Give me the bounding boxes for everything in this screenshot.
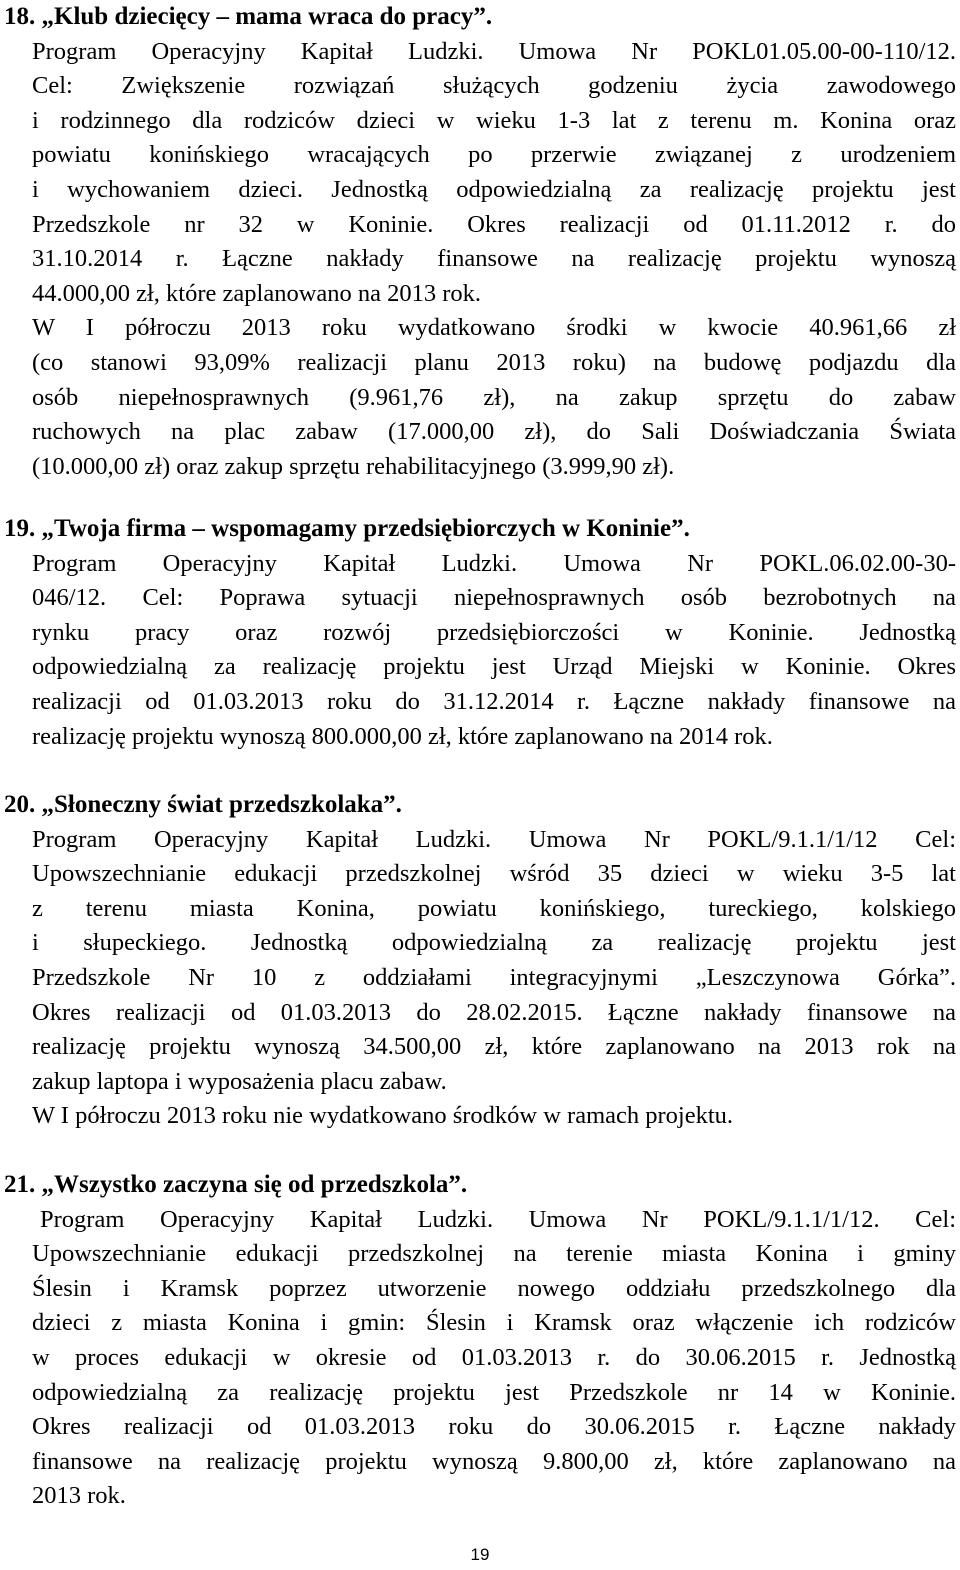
section-heading: 21. „Wszystko zaczyna się od przedszkola”. bbox=[4, 1171, 468, 1198]
text-line: realizację projektu wynoszą 800.000,00 zł, które zaplanowano na 2014 rok. bbox=[32, 722, 773, 750]
section-heading: 20. „Słoneczny świat przedszkolaka”. bbox=[4, 791, 402, 818]
section-body bbox=[0, 1203, 956, 1514]
section-heading: 18. „Klub dziecięcy – mama wraca do pracy”. bbox=[4, 3, 493, 30]
text-line: Okres realizacji od 01.03.2013 do 28.02.2015. Łączne nakłady finansowe na bbox=[32, 998, 956, 1026]
text-line: (10.000,00 zł) oraz zakup sprzętu rehabilitacyjnego (3.999,90 zł). bbox=[32, 452, 675, 480]
text-line: w proces edukacji w okresie od 01.03.2013 r. do 30.06.2015 r. Jednostką bbox=[32, 1343, 956, 1371]
section-body bbox=[0, 547, 956, 755]
section-body bbox=[0, 35, 956, 485]
text-line: rynku pracy oraz rozwój przedsiębiorczości w Koninie. Jednostką bbox=[32, 618, 956, 646]
page-number: 19 bbox=[470, 1545, 490, 1564]
text-line: odpowiedzialną za realizację projektu jest Urząd Miejski w Koninie. Okres bbox=[32, 653, 956, 681]
text-line: W I półroczu 2013 roku nie wydatkowano środków w ramach projektu. bbox=[32, 1102, 734, 1130]
text-line: Program Operacyjny Kapitał Ludzki. Umowa Nr POKL/9.1.1/1/12. Cel: bbox=[40, 1205, 956, 1233]
text-line: Upowszechnianie edukacji przedszkolnej wśród 35 dzieci w wieku 3-5 lat bbox=[32, 860, 956, 888]
section-21 bbox=[0, 1168, 960, 1514]
section-19 bbox=[0, 512, 960, 754]
text-line: realizacji od 01.03.2013 roku do 31.12.2014 r. Łączne nakłady finansowe na bbox=[32, 687, 956, 715]
text-line: realizację projektu wynoszą 34.500,00 zł, które zaplanowano na 2013 rok na bbox=[32, 1033, 956, 1061]
text-line: Ślesin i Kramsk poprzez utworzenie nowego oddziału przedszkolnego dla bbox=[32, 1274, 956, 1302]
text-line: dzieci z miasta Konina i gmin: Ślesin i Kramsk oraz włączenie ich rodziców bbox=[32, 1309, 956, 1337]
text-line: i rodzinnego dla rodziców dzieci w wieku 1-3 lat z terenu m. Konina oraz bbox=[32, 106, 956, 134]
text-line: finansowe na realizację projektu wynoszą 9.800,00 zł, które zaplanowano na bbox=[32, 1447, 956, 1475]
section-body bbox=[0, 823, 956, 1134]
text-line: (co stanowi 93,09% realizacji planu 2013 roku) na budowę podjazdu dla bbox=[32, 348, 956, 376]
text-line: Okres realizacji od 01.03.2013 roku do 30.06.2015 r. Łączne nakłady bbox=[32, 1413, 956, 1441]
text-line: Program Operacyjny Kapitał Ludzki. Umowa Nr POKL.06.02.00-30- bbox=[32, 549, 956, 577]
text-line: Przedszkole nr 32 w Koninie. Okres realizacji od 01.11.2012 r. do bbox=[32, 210, 956, 238]
text-line: z terenu miasta Konina, powiatu konińskiego, tureckiego, kolskiego bbox=[32, 894, 956, 922]
text-line: powiatu konińskiego wracających po przerwie związanej z urodzeniem bbox=[32, 141, 956, 169]
text-line: ruchowych na plac zabaw (17.000,00 zł), do Sali Doświadczania Świata bbox=[32, 418, 956, 446]
section-18 bbox=[0, 0, 960, 484]
text-line: Program Operacyjny Kapitał Ludzki. Umowa Nr POKL/9.1.1/1/12 Cel: bbox=[32, 825, 956, 853]
text-line: W I półroczu 2013 roku wydatkowano środki w kwocie 40.961,66 zł bbox=[32, 314, 956, 342]
text-line: 44.000,00 zł, które zaplanowano na 2013 rok. bbox=[32, 279, 482, 307]
text-line: 2013 rok. bbox=[32, 1482, 126, 1510]
text-line: Cel: Zwiększenie rozwiązań służących godzeniu życia zawodowego bbox=[32, 72, 956, 100]
section-20 bbox=[0, 788, 960, 1134]
text-line: Upowszechnianie edukacji przedszkolnej na terenie miasta Konina i gminy bbox=[32, 1240, 956, 1268]
text-line: i słupeckiego. Jednostką odpowiedzialną za realizację projektu jest bbox=[32, 929, 956, 957]
text-line: osób niepełnosprawnych (9.961,76 zł), na zakup sprzętu do zabaw bbox=[32, 383, 956, 411]
text-line: odpowiedzialną za realizację projektu jest Przedszkole nr 14 w Koninie. bbox=[32, 1378, 956, 1406]
text-line: i wychowaniem dzieci. Jednostką odpowiedzialną za realizację projektu jest bbox=[32, 175, 956, 203]
text-line: Program Operacyjny Kapitał Ludzki. Umowa Nr POKL01.05.00-00-110/12. bbox=[32, 37, 956, 65]
text-line: 046/12. Cel: Poprawa sytuacji niepełnosprawnych osób bezrobotnych na bbox=[32, 584, 956, 612]
section-heading: 19. „Twoja firma – wspomagamy przedsiębiorczych w Koninie”. bbox=[4, 515, 690, 542]
text-line: 31.10.2014 r. Łączne nakłady finansowe na realizację projektu wynoszą bbox=[32, 245, 956, 273]
text-line: Przedszkole Nr 10 z oddziałami integracyjnymi „Leszczynowa Górka”. bbox=[32, 963, 956, 991]
text-line: zakup laptopa i wyposażenia placu zabaw. bbox=[32, 1067, 447, 1095]
